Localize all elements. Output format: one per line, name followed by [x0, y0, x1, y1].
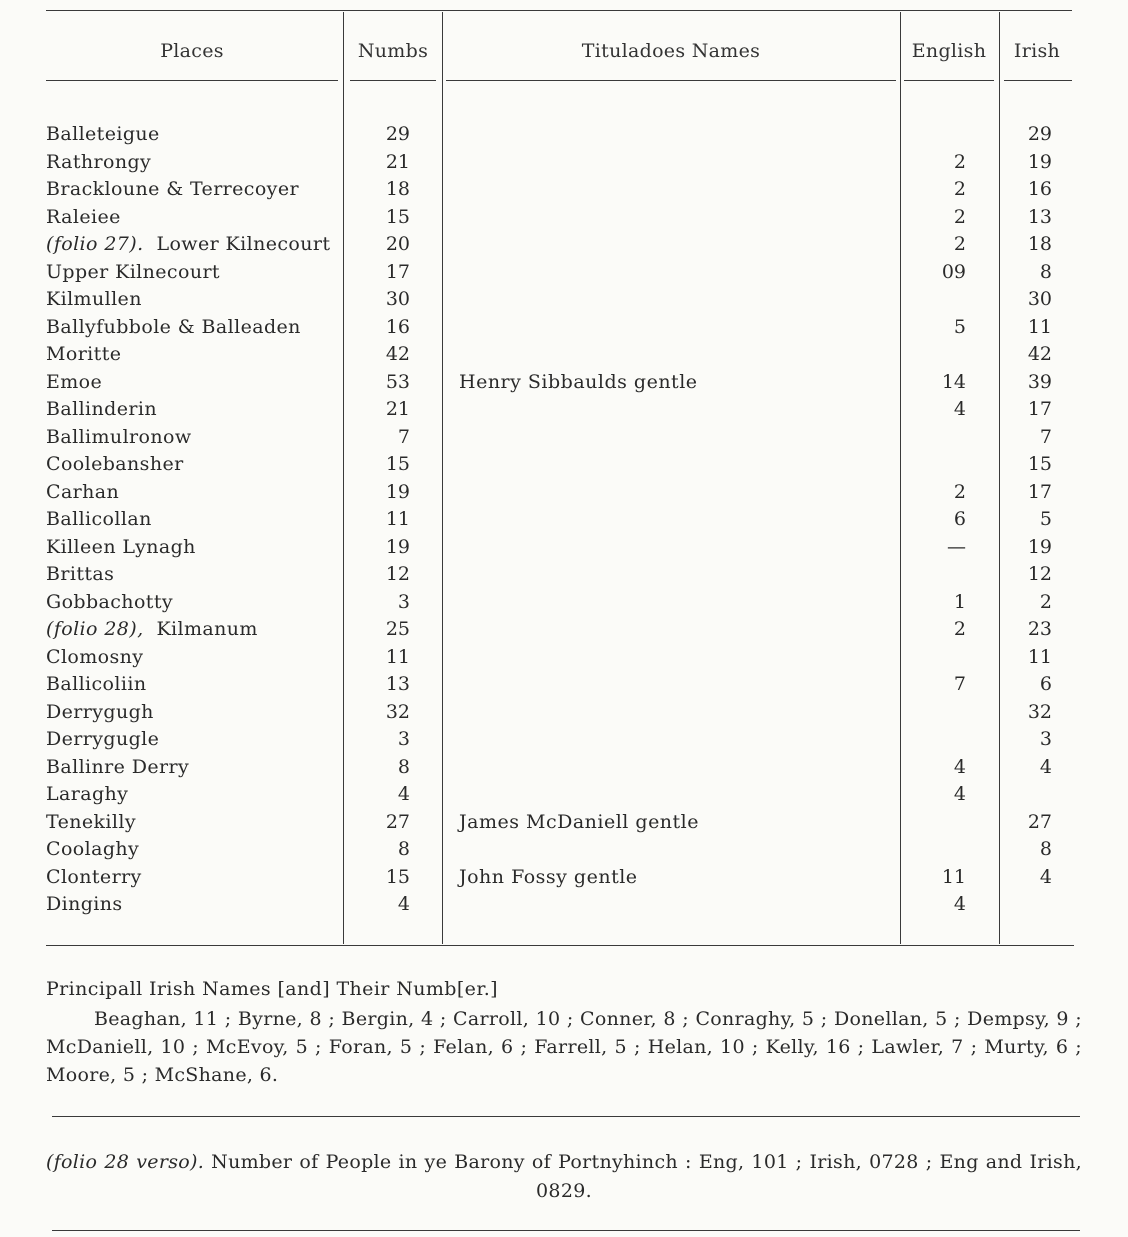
- english-count-cell: —: [947, 535, 966, 558]
- table-row: [0, 534, 1128, 561]
- numbs-cell: 8: [397, 838, 410, 860]
- place-cell: [46, 864, 346, 891]
- numbs-cell: 12: [385, 563, 410, 585]
- numbs-cell: 13: [385, 673, 410, 695]
- irish-count-cell: 32: [1027, 700, 1052, 723]
- tituladoe-name-cell: John Fossy gentle: [459, 865, 638, 888]
- irish-count-cell: 4: [1039, 865, 1052, 888]
- header-underline-irish: [1004, 80, 1072, 81]
- numbs-cell: 19: [385, 535, 410, 558]
- table-bottom-rule: [46, 945, 1074, 946]
- irish-count-cell: 8: [1039, 838, 1052, 860]
- table-row: [0, 424, 1128, 451]
- table-row: [0, 699, 1128, 726]
- numbs-cell: 21: [385, 150, 410, 173]
- header-underline-english: [904, 80, 994, 81]
- table-row: [0, 671, 1128, 698]
- place-name: Ballicoliin: [46, 673, 147, 695]
- irish-count-cell: 16: [1027, 178, 1052, 200]
- place-name: Lower Kilnecourt: [156, 233, 331, 255]
- place-cell: [46, 726, 346, 753]
- numbs-cell: 42: [385, 343, 410, 365]
- numbs-cell: 32: [385, 700, 410, 723]
- place-cell: [46, 699, 346, 726]
- english-count-cell: 2: [953, 150, 966, 173]
- table-row: [0, 781, 1128, 808]
- place-cell: [46, 314, 346, 341]
- english-count-cell: 2: [953, 205, 966, 228]
- place-name: Tenekilly: [46, 810, 136, 833]
- place-name: Dingins: [46, 893, 123, 915]
- irish-count-cell: 18: [1027, 233, 1052, 255]
- numbs-cell: 15: [385, 205, 410, 228]
- numbs-cell: 18: [385, 178, 410, 200]
- english-count-cell: 2: [953, 618, 966, 640]
- irish-count-cell: 5: [1039, 508, 1052, 530]
- place-cell: [46, 149, 346, 176]
- summary-text: Number of People in ye Barony of Portnyhinch : Eng, 101 ; Irish, 0728 ; Eng and Irish, 0829.: [211, 1151, 1082, 1202]
- place-name: Raleiee: [46, 205, 121, 228]
- numbs-cell: 25: [385, 618, 410, 640]
- irish-count-cell: 6: [1039, 673, 1052, 695]
- tituladoe-name-cell: James McDaniell gentle: [459, 810, 700, 833]
- table-row: [0, 479, 1128, 506]
- folio-reference: (folio 27).: [46, 233, 144, 255]
- table-row: [0, 231, 1128, 258]
- table-row: [0, 644, 1128, 671]
- english-count-cell: 11: [941, 865, 966, 888]
- table-row: [0, 286, 1128, 313]
- irish-count-cell: 3: [1039, 728, 1052, 750]
- english-count-cell: 2: [953, 178, 966, 200]
- section-rule: [52, 1116, 1080, 1117]
- place-cell: [46, 671, 346, 698]
- table-row: [0, 561, 1128, 588]
- table-row: [0, 754, 1128, 781]
- irish-count-cell: 39: [1027, 370, 1052, 393]
- table-row: [0, 369, 1128, 396]
- english-count-cell: 7: [953, 673, 966, 695]
- irish-count-cell: 4: [1039, 755, 1052, 778]
- place-name: Coolaghy: [46, 838, 140, 860]
- table-row: [0, 341, 1128, 368]
- table-row: [0, 589, 1128, 616]
- header-irish: Irish: [1013, 40, 1061, 62]
- place-cell: [46, 341, 346, 368]
- irish-count-cell: 42: [1027, 343, 1052, 365]
- place-name: Ballyfubbole & Balleaden: [46, 315, 301, 338]
- place-name: Brittas: [46, 563, 115, 585]
- irish-count-cell: 11: [1027, 315, 1052, 338]
- english-count-cell: 5: [953, 315, 966, 338]
- table-row: [0, 314, 1128, 341]
- irish-count-cell: 13: [1027, 205, 1052, 228]
- place-cell: [46, 396, 346, 423]
- place-cell: [46, 451, 346, 478]
- irish-count-cell: 8: [1039, 260, 1052, 283]
- place-cell: [46, 424, 346, 451]
- numbs-cell: 15: [385, 865, 410, 888]
- place-name: Gobbachotty: [46, 590, 173, 613]
- irish-count-cell: 30: [1027, 288, 1052, 310]
- place-cell: [46, 259, 346, 286]
- barony-summary: [46, 1148, 1082, 1206]
- place-name: Balleteigue: [46, 123, 160, 145]
- numbs-cell: 17: [385, 260, 410, 283]
- numbs-cell: 4: [397, 893, 410, 915]
- place-name: Laraghy: [46, 783, 129, 805]
- irish-count-cell: 17: [1027, 398, 1052, 420]
- table-row: [0, 616, 1128, 643]
- place-cell: [46, 589, 346, 616]
- place-cell: [46, 231, 346, 258]
- numbs-cell: 7: [397, 425, 410, 448]
- top-rule: [46, 10, 1072, 11]
- english-count-cell: 4: [953, 783, 966, 805]
- place-name: Killeen Lynagh: [46, 535, 196, 558]
- place-cell: [46, 176, 346, 203]
- place-name: Derrygugh: [46, 700, 154, 723]
- header-english: English: [911, 40, 987, 62]
- irish-count-cell: 11: [1027, 645, 1052, 668]
- place-name: Ballinre Derry: [46, 755, 190, 778]
- place-name: Clomosny: [46, 645, 144, 668]
- english-count-cell: 09: [941, 260, 966, 283]
- numbs-cell: 27: [385, 810, 410, 833]
- table-row: [0, 891, 1128, 918]
- place-name: Kilmullen: [46, 288, 142, 310]
- place-name: Ballicollan: [46, 508, 152, 530]
- tituladoe-name-cell: Henry Sibbaulds gentle: [459, 370, 698, 393]
- place-name: Ballinderin: [46, 398, 157, 420]
- header-numbs: Numbs: [357, 40, 429, 62]
- irish-count-cell: 29: [1027, 123, 1052, 145]
- irish-count-cell: 17: [1027, 480, 1052, 503]
- table-row: [0, 121, 1128, 148]
- english-count-cell: 2: [953, 480, 966, 503]
- bottom-rule: [52, 1230, 1080, 1231]
- place-cell: [46, 479, 346, 506]
- header-places: Places: [160, 40, 224, 62]
- numbs-cell: 21: [385, 398, 410, 420]
- place-cell: [46, 616, 346, 643]
- table-row: [0, 176, 1128, 203]
- table-row: [0, 259, 1128, 286]
- table-row: [0, 149, 1128, 176]
- principal-names-list: Beaghan, 11 ; Byrne, 8 ; Bergin, 4 ; Carroll, 10 ; Conner, 8 ; Conraghy, 5 ; Donellan, 5 ; Dempsy, 9 ; McDaniell, 10 ; McEvoy, 5 ; Foran, 5 ; Felan, 6 ; Farrell, 5 ; Helan, 10 ; Kelly, 16 ; Lawler, 7 ; Murty, 6 ; Moore, 5 ; McShane, 6.: [46, 1008, 1082, 1086]
- english-count-cell: 2: [953, 233, 966, 255]
- place-name: Upper Kilnecourt: [46, 260, 220, 283]
- english-count-cell: 4: [953, 755, 966, 778]
- table-row: [0, 204, 1128, 231]
- place-name: Rathrongy: [46, 150, 152, 173]
- place-cell: [46, 506, 346, 533]
- irish-count-cell: 19: [1027, 150, 1052, 173]
- header-underline-tituladoes: [446, 80, 896, 81]
- folio-reference: (folio 28),: [46, 618, 144, 640]
- numbs-cell: 20: [385, 233, 410, 255]
- place-cell: [46, 204, 346, 231]
- numbs-cell: 3: [397, 590, 410, 613]
- table-row: [0, 726, 1128, 753]
- irish-count-cell: 15: [1027, 453, 1052, 475]
- summary-folio-ref: (folio 28 verso).: [46, 1151, 205, 1173]
- header-tituladoes-names: Tituladoes Names: [581, 40, 761, 62]
- english-count-cell: 4: [953, 398, 966, 420]
- english-count-cell: 4: [953, 893, 966, 915]
- irish-count-cell: 27: [1027, 810, 1052, 833]
- place-name: Derrygugle: [46, 728, 160, 750]
- numbs-cell: 3: [397, 728, 410, 750]
- header-underline-places: [46, 80, 338, 81]
- place-cell: [46, 754, 346, 781]
- place-name: Brackloune & Terrecoyer: [46, 178, 299, 200]
- english-count-cell: 1: [953, 590, 966, 613]
- numbs-cell: 11: [385, 508, 410, 530]
- numbs-cell: 30: [385, 288, 410, 310]
- numbs-cell: 8: [397, 755, 410, 778]
- principal-names-heading: Principall Irish Names [and] Their Numb[er.]: [46, 978, 498, 1000]
- place-name: Moritte: [46, 343, 122, 365]
- table-row: [0, 864, 1128, 891]
- table-row: [0, 396, 1128, 423]
- english-count-cell: 6: [953, 508, 966, 530]
- place-name: Clonterry: [46, 865, 142, 888]
- irish-count-cell: 12: [1027, 563, 1052, 585]
- irish-count-cell: 19: [1027, 535, 1052, 558]
- numbs-cell: 53: [385, 370, 410, 393]
- numbs-cell: 29: [385, 123, 410, 145]
- table-row: [0, 451, 1128, 478]
- place-name: Kilmanum: [156, 618, 258, 640]
- numbs-cell: 19: [385, 480, 410, 503]
- table-row: [0, 836, 1128, 863]
- english-count-cell: 14: [941, 370, 966, 393]
- place-cell: [46, 561, 346, 588]
- irish-count-cell: 23: [1027, 618, 1052, 640]
- place-cell: [46, 809, 346, 836]
- place-cell: [46, 644, 346, 671]
- place-name: Coolebansher: [46, 453, 184, 475]
- place-cell: [46, 286, 346, 313]
- place-cell: [46, 121, 346, 148]
- table-row: [0, 506, 1128, 533]
- header-underline-numbs: [350, 80, 436, 81]
- irish-count-cell: 2: [1039, 590, 1052, 613]
- numbs-cell: 4: [397, 783, 410, 805]
- place-cell: [46, 534, 346, 561]
- place-name: Emoe: [46, 370, 103, 393]
- place-cell: [46, 836, 346, 863]
- place-cell: [46, 369, 346, 396]
- numbs-cell: 16: [385, 315, 410, 338]
- numbs-cell: 15: [385, 453, 410, 475]
- irish-count-cell: 7: [1039, 425, 1052, 448]
- place-name: Carhan: [46, 480, 120, 503]
- table-row: [0, 809, 1128, 836]
- place-cell: [46, 781, 346, 808]
- numbs-cell: 11: [385, 645, 410, 668]
- place-name: Ballimulronow: [46, 425, 192, 448]
- place-cell: [46, 891, 346, 918]
